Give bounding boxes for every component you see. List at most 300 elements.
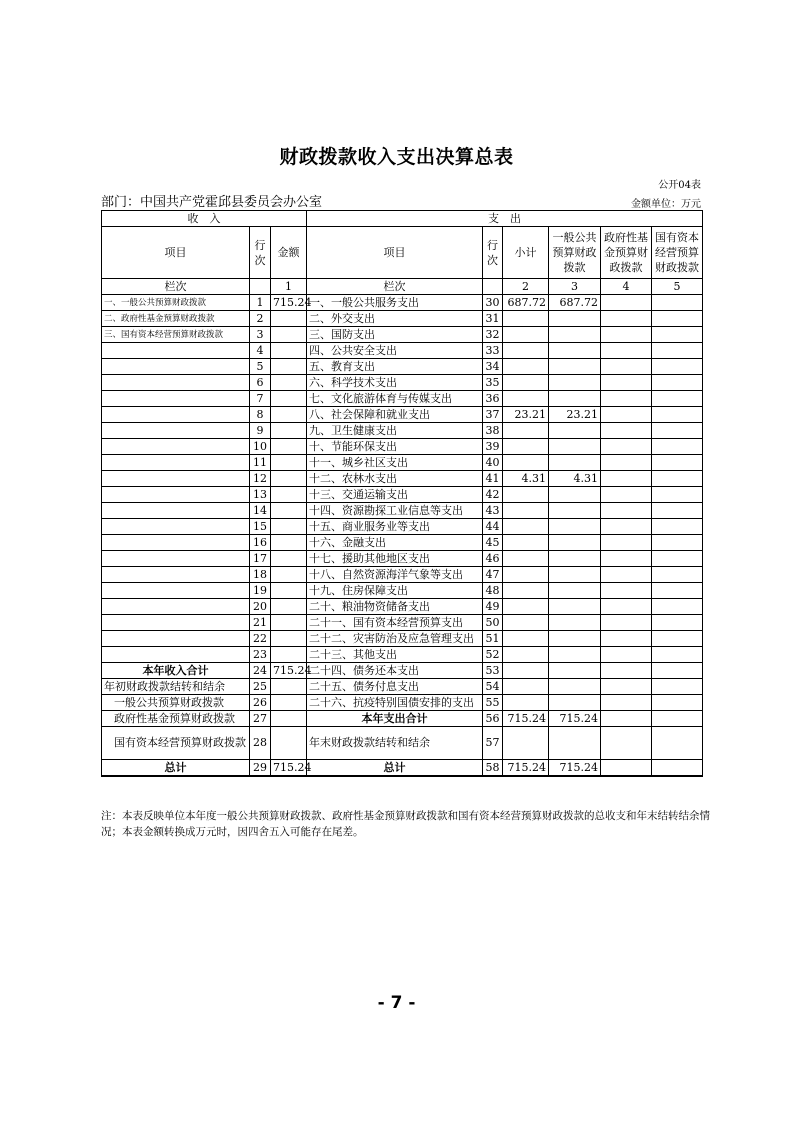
income-item bbox=[102, 455, 250, 471]
income-amount bbox=[271, 647, 307, 663]
expense-item: 十三、交通运输支出 bbox=[307, 487, 483, 503]
col-header-item-expense: 项目 bbox=[307, 227, 483, 279]
table-row bbox=[102, 375, 703, 391]
table-row bbox=[102, 359, 703, 375]
expense-row-no: 42 bbox=[483, 487, 503, 503]
expense-row-no: 54 bbox=[483, 679, 503, 695]
income-row-no: 15 bbox=[250, 519, 271, 535]
table-row bbox=[102, 551, 703, 567]
income-item: 二、政府性基金预算财政拨款 bbox=[102, 311, 250, 327]
col-number-1: 1 bbox=[271, 279, 307, 295]
expense-state-capital bbox=[652, 599, 703, 615]
income-item bbox=[102, 647, 250, 663]
expense-item: 十九、住房保障支出 bbox=[307, 583, 483, 599]
income-amount bbox=[271, 471, 307, 487]
expense-state-capital bbox=[652, 535, 703, 551]
department-label: 部门：中国共产党霍邱县委员会办公室 bbox=[101, 195, 323, 210]
income-item bbox=[102, 599, 250, 615]
income-item bbox=[102, 519, 250, 535]
table-row bbox=[102, 343, 703, 359]
expense-item: 二十五、债务付息支出 bbox=[307, 679, 483, 695]
expense-subtotal bbox=[503, 663, 549, 679]
expense-item: 七、文化旅游体育与传媒支出 bbox=[307, 391, 483, 407]
expense-item: 九、卫生健康支出 bbox=[307, 423, 483, 439]
expense-state-capital bbox=[652, 551, 703, 567]
col-header-fund-budget: 政府性基金预算财政拨款 bbox=[601, 227, 652, 279]
table-row bbox=[102, 535, 703, 551]
expense-state-capital bbox=[652, 391, 703, 407]
expense-item: 二十二、灾害防治及应急管理支出 bbox=[307, 631, 483, 647]
expense-fund-budget bbox=[601, 343, 652, 359]
income-row-no: 8 bbox=[250, 407, 271, 423]
income-amount bbox=[271, 503, 307, 519]
col-header-item: 项目 bbox=[102, 227, 250, 279]
expense-row-no: 52 bbox=[483, 647, 503, 663]
expense-row-no: 31 bbox=[483, 311, 503, 327]
table-row bbox=[102, 295, 703, 311]
expense-fund-budget bbox=[601, 311, 652, 327]
expense-fund-budget bbox=[601, 583, 652, 599]
table-footnote: 注：本表反映单位本年度一般公共预算财政拨款、政府性基金预算财政拨款和国有资本经营预算财政拨款的总收支和年末结转结余情况；本表金额转换成万元时，因四舍五入可能存在尾差。 bbox=[101, 810, 710, 838]
income-amount bbox=[271, 615, 307, 631]
income-row-no: 23 bbox=[250, 647, 271, 663]
expense-state-capital bbox=[652, 615, 703, 631]
expense-row-no: 51 bbox=[483, 631, 503, 647]
income-amount: 715.24 bbox=[271, 760, 307, 777]
expense-row-no: 56 bbox=[483, 711, 503, 727]
table-row bbox=[102, 727, 703, 760]
table-row bbox=[102, 471, 703, 487]
expense-subtotal bbox=[503, 439, 549, 455]
income-item bbox=[102, 407, 250, 423]
table-row bbox=[102, 663, 703, 679]
income-row-no: 25 bbox=[250, 679, 271, 695]
expense-subtotal bbox=[503, 631, 549, 647]
expense-state-capital bbox=[652, 295, 703, 311]
expense-fund-budget bbox=[601, 615, 652, 631]
expense-general-budget bbox=[549, 455, 601, 471]
expense-row-no: 36 bbox=[483, 391, 503, 407]
expense-item: 三、国防支出 bbox=[307, 327, 483, 343]
expense-general-budget bbox=[549, 679, 601, 695]
income-amount bbox=[271, 423, 307, 439]
expense-general-budget bbox=[549, 599, 601, 615]
income-row-no: 22 bbox=[250, 631, 271, 647]
form-number: 公开04表 bbox=[658, 180, 701, 191]
expense-item: 二十一、国有资本经营预算支出 bbox=[307, 615, 483, 631]
expense-general-budget bbox=[549, 359, 601, 375]
expense-fund-budget bbox=[601, 519, 652, 535]
income-amount bbox=[271, 487, 307, 503]
expense-item: 十、节能环保支出 bbox=[307, 439, 483, 455]
expense-subtotal bbox=[503, 487, 549, 503]
expense-general-budget bbox=[549, 567, 601, 583]
income-row-no: 18 bbox=[250, 567, 271, 583]
expense-subtotal bbox=[503, 519, 549, 535]
income-amount bbox=[271, 583, 307, 599]
expense-subtotal: 687.72 bbox=[503, 295, 549, 311]
table-row bbox=[102, 391, 703, 407]
expense-subtotal bbox=[503, 391, 549, 407]
income-row-no: 17 bbox=[250, 551, 271, 567]
expense-item: 十七、援助其他地区支出 bbox=[307, 551, 483, 567]
expense-section-header: 支 出 bbox=[307, 211, 703, 227]
col-number-5: 5 bbox=[652, 279, 703, 295]
expense-row-no: 43 bbox=[483, 503, 503, 519]
expense-subtotal bbox=[503, 423, 549, 439]
income-item: 总计 bbox=[102, 760, 250, 777]
table-row bbox=[102, 423, 703, 439]
expense-subtotal bbox=[503, 455, 549, 471]
income-amount bbox=[271, 727, 307, 760]
expense-fund-budget bbox=[601, 727, 652, 760]
col-number-label: 栏次 bbox=[102, 279, 250, 295]
expense-item: 十二、农林水支出 bbox=[307, 471, 483, 487]
expense-row-no: 37 bbox=[483, 407, 503, 423]
col-header-row-no-expense: 行次 bbox=[483, 227, 503, 279]
expense-state-capital bbox=[652, 567, 703, 583]
expense-row-no: 48 bbox=[483, 583, 503, 599]
expense-fund-budget bbox=[601, 679, 652, 695]
income-row-no: 29 bbox=[250, 760, 271, 777]
expense-fund-budget bbox=[601, 375, 652, 391]
income-row-no: 26 bbox=[250, 695, 271, 711]
expense-subtotal bbox=[503, 503, 549, 519]
expense-fund-budget bbox=[601, 295, 652, 311]
expense-item: 二十四、债务还本支出 bbox=[307, 663, 483, 679]
expense-fund-budget bbox=[601, 551, 652, 567]
income-amount bbox=[271, 391, 307, 407]
expense-row-no: 58 bbox=[483, 760, 503, 777]
income-amount bbox=[271, 551, 307, 567]
income-item bbox=[102, 583, 250, 599]
expense-state-capital bbox=[652, 471, 703, 487]
expense-item: 二十、粮油物资储备支出 bbox=[307, 599, 483, 615]
expense-state-capital bbox=[652, 407, 703, 423]
income-amount bbox=[271, 631, 307, 647]
expense-row-no: 50 bbox=[483, 615, 503, 631]
income-row-no: 21 bbox=[250, 615, 271, 631]
report-title: 财政拨款收入支出决算总表 bbox=[279, 146, 514, 168]
expense-state-capital bbox=[652, 760, 703, 777]
expense-state-capital bbox=[652, 583, 703, 599]
expense-subtotal: 715.24 bbox=[503, 711, 549, 727]
expense-fund-budget bbox=[601, 647, 652, 663]
expense-fund-budget bbox=[601, 391, 652, 407]
table-row bbox=[102, 615, 703, 631]
expense-general-budget bbox=[549, 583, 601, 599]
expense-state-capital bbox=[652, 647, 703, 663]
income-item bbox=[102, 535, 250, 551]
income-amount bbox=[271, 407, 307, 423]
expense-state-capital bbox=[652, 727, 703, 760]
income-row-no: 5 bbox=[250, 359, 271, 375]
income-row-no: 10 bbox=[250, 439, 271, 455]
expense-item: 六、科学技术支出 bbox=[307, 375, 483, 391]
expense-item: 本年支出合计 bbox=[307, 711, 483, 727]
expense-row-no: 46 bbox=[483, 551, 503, 567]
col-header-amount: 金额 bbox=[271, 227, 307, 279]
expense-fund-budget bbox=[601, 487, 652, 503]
expense-item: 五、教育支出 bbox=[307, 359, 483, 375]
expense-fund-budget bbox=[601, 455, 652, 471]
income-row-no: 20 bbox=[250, 599, 271, 615]
income-row-no: 27 bbox=[250, 711, 271, 727]
expense-fund-budget bbox=[601, 327, 652, 343]
expense-item: 十一、城乡社区支出 bbox=[307, 455, 483, 471]
expense-fund-budget bbox=[601, 663, 652, 679]
expense-row-no: 45 bbox=[483, 535, 503, 551]
expense-fund-budget bbox=[601, 407, 652, 423]
income-amount bbox=[271, 679, 307, 695]
expense-subtotal bbox=[503, 327, 549, 343]
expense-general-budget bbox=[549, 695, 601, 711]
expense-general-budget bbox=[549, 375, 601, 391]
income-item: 政府性基金预算财政拨款 bbox=[102, 711, 250, 727]
expense-state-capital bbox=[652, 519, 703, 535]
income-row-no: 19 bbox=[250, 583, 271, 599]
expense-row-no: 49 bbox=[483, 599, 503, 615]
col-number-blank-expense bbox=[483, 279, 503, 295]
expense-item: 总计 bbox=[307, 760, 483, 777]
table-row bbox=[102, 455, 703, 471]
expense-subtotal bbox=[503, 615, 549, 631]
expense-state-capital bbox=[652, 359, 703, 375]
expense-general-budget bbox=[549, 391, 601, 407]
expense-row-no: 32 bbox=[483, 327, 503, 343]
expense-general-budget bbox=[549, 551, 601, 567]
expense-fund-budget bbox=[601, 423, 652, 439]
income-section-header: 收 入 bbox=[102, 211, 307, 227]
income-item bbox=[102, 359, 250, 375]
expense-general-budget bbox=[549, 535, 601, 551]
expense-fund-budget bbox=[601, 695, 652, 711]
income-item bbox=[102, 375, 250, 391]
income-row-no: 7 bbox=[250, 391, 271, 407]
income-row-no: 11 bbox=[250, 455, 271, 471]
col-number-2: 2 bbox=[503, 279, 549, 295]
expense-state-capital bbox=[652, 631, 703, 647]
income-item bbox=[102, 423, 250, 439]
expense-subtotal bbox=[503, 343, 549, 359]
expense-state-capital bbox=[652, 455, 703, 471]
income-item: 本年收入合计 bbox=[102, 663, 250, 679]
expense-fund-budget bbox=[601, 567, 652, 583]
expense-item: 二十三、其他支出 bbox=[307, 647, 483, 663]
income-amount bbox=[271, 599, 307, 615]
expense-state-capital bbox=[652, 679, 703, 695]
income-amount bbox=[271, 311, 307, 327]
col-number-4: 4 bbox=[601, 279, 652, 295]
expense-item: 年末财政拨款结转和结余 bbox=[307, 727, 483, 760]
income-item bbox=[102, 567, 250, 583]
table-row bbox=[102, 311, 703, 327]
table-row bbox=[102, 599, 703, 615]
income-item: 国有资本经营预算财政拨款 bbox=[102, 727, 250, 760]
expense-fund-budget bbox=[601, 631, 652, 647]
expense-general-budget bbox=[549, 487, 601, 503]
income-amount bbox=[271, 327, 307, 343]
table-row bbox=[102, 760, 703, 777]
expense-state-capital bbox=[652, 711, 703, 727]
expense-row-no: 57 bbox=[483, 727, 503, 760]
income-amount: 715.24 bbox=[271, 663, 307, 679]
income-amount bbox=[271, 343, 307, 359]
income-item: 年初财政拨款结转和结余 bbox=[102, 679, 250, 695]
income-row-no: 16 bbox=[250, 535, 271, 551]
table-row bbox=[102, 439, 703, 455]
expense-general-budget bbox=[549, 519, 601, 535]
income-row-no: 1 bbox=[250, 295, 271, 311]
expense-row-no: 33 bbox=[483, 343, 503, 359]
income-item bbox=[102, 343, 250, 359]
income-item: 一、一般公共预算财政拨款 bbox=[102, 295, 250, 311]
expense-item: 十八、自然资源海洋气象等支出 bbox=[307, 567, 483, 583]
expense-item: 八、社会保障和就业支出 bbox=[307, 407, 483, 423]
income-row-no: 24 bbox=[250, 663, 271, 679]
income-amount bbox=[271, 695, 307, 711]
col-header-subtotal: 小计 bbox=[503, 227, 549, 279]
expense-general-budget bbox=[549, 631, 601, 647]
expense-general-budget: 687.72 bbox=[549, 295, 601, 311]
expense-general-budget: 715.24 bbox=[549, 711, 601, 727]
col-header-state-capital: 国有资本经营预算财政拨款 bbox=[652, 227, 703, 279]
expense-row-no: 39 bbox=[483, 439, 503, 455]
expense-state-capital bbox=[652, 343, 703, 359]
expense-subtotal bbox=[503, 375, 549, 391]
expense-item: 十五、商业服务业等支出 bbox=[307, 519, 483, 535]
income-item bbox=[102, 551, 250, 567]
expense-state-capital bbox=[652, 375, 703, 391]
income-row-no: 13 bbox=[250, 487, 271, 503]
income-row-no: 6 bbox=[250, 375, 271, 391]
income-item bbox=[102, 615, 250, 631]
table-row bbox=[102, 679, 703, 695]
expense-state-capital bbox=[652, 311, 703, 327]
income-amount bbox=[271, 359, 307, 375]
expense-subtotal bbox=[503, 647, 549, 663]
expense-subtotal bbox=[503, 679, 549, 695]
income-item bbox=[102, 487, 250, 503]
col-header-row-no: 行次 bbox=[250, 227, 271, 279]
expense-row-no: 30 bbox=[483, 295, 503, 311]
col-number-label-expense: 栏次 bbox=[307, 279, 483, 295]
expense-state-capital bbox=[652, 327, 703, 343]
expense-item: 一、一般公共服务支出 bbox=[307, 295, 483, 311]
table-row bbox=[102, 519, 703, 535]
expense-row-no: 47 bbox=[483, 567, 503, 583]
table-row bbox=[102, 327, 703, 343]
col-number-3: 3 bbox=[549, 279, 601, 295]
income-amount bbox=[271, 535, 307, 551]
expense-state-capital bbox=[652, 503, 703, 519]
expense-subtotal bbox=[503, 599, 549, 615]
expense-fund-budget bbox=[601, 535, 652, 551]
table-row bbox=[102, 503, 703, 519]
table-row bbox=[102, 631, 703, 647]
expense-fund-budget bbox=[601, 760, 652, 777]
expense-general-budget: 4.31 bbox=[549, 471, 601, 487]
expense-state-capital bbox=[652, 487, 703, 503]
expense-general-budget: 715.24 bbox=[549, 760, 601, 777]
income-amount bbox=[271, 567, 307, 583]
table-row bbox=[102, 583, 703, 599]
expense-item: 十四、资源勘探工业信息等支出 bbox=[307, 503, 483, 519]
income-item: 一般公共预算财政拨款 bbox=[102, 695, 250, 711]
expense-row-no: 40 bbox=[483, 455, 503, 471]
expense-row-no: 55 bbox=[483, 695, 503, 711]
expense-subtotal bbox=[503, 551, 549, 567]
income-amount bbox=[271, 519, 307, 535]
income-item bbox=[102, 471, 250, 487]
expense-subtotal bbox=[503, 359, 549, 375]
income-row-no: 4 bbox=[250, 343, 271, 359]
expense-subtotal bbox=[503, 727, 549, 760]
expense-fund-budget bbox=[601, 599, 652, 615]
income-row-no: 28 bbox=[250, 727, 271, 760]
income-item bbox=[102, 631, 250, 647]
expense-general-budget bbox=[549, 647, 601, 663]
expense-fund-budget bbox=[601, 439, 652, 455]
expense-subtotal: 23.21 bbox=[503, 407, 549, 423]
expense-row-no: 35 bbox=[483, 375, 503, 391]
income-amount bbox=[271, 455, 307, 471]
expense-row-no: 41 bbox=[483, 471, 503, 487]
expense-subtotal bbox=[503, 535, 549, 551]
expense-general-budget bbox=[549, 439, 601, 455]
col-header-general-budget: 一般公共预算财政拨款 bbox=[549, 227, 601, 279]
table-row bbox=[102, 647, 703, 663]
table-row bbox=[102, 567, 703, 583]
income-row-no: 12 bbox=[250, 471, 271, 487]
expense-row-no: 53 bbox=[483, 663, 503, 679]
income-item bbox=[102, 439, 250, 455]
expense-subtotal bbox=[503, 695, 549, 711]
expense-general-budget bbox=[549, 615, 601, 631]
table-row bbox=[102, 695, 703, 711]
expense-fund-budget bbox=[601, 711, 652, 727]
income-amount bbox=[271, 375, 307, 391]
expense-row-no: 44 bbox=[483, 519, 503, 535]
expense-item: 二、外交支出 bbox=[307, 311, 483, 327]
income-item bbox=[102, 503, 250, 519]
income-row-no: 9 bbox=[250, 423, 271, 439]
expense-state-capital bbox=[652, 663, 703, 679]
expense-general-budget bbox=[549, 503, 601, 519]
income-amount bbox=[271, 711, 307, 727]
expense-item: 二十六、抗疫特别国债安排的支出 bbox=[307, 695, 483, 711]
expense-state-capital bbox=[652, 423, 703, 439]
income-row-no: 3 bbox=[250, 327, 271, 343]
expense-state-capital bbox=[652, 695, 703, 711]
income-row-no: 14 bbox=[250, 503, 271, 519]
expense-fund-budget bbox=[601, 359, 652, 375]
table-row bbox=[102, 487, 703, 503]
expense-general-budget bbox=[549, 423, 601, 439]
income-amount: 715.24 bbox=[271, 295, 307, 311]
income-amount bbox=[271, 439, 307, 455]
expense-general-budget bbox=[549, 663, 601, 679]
amount-unit: 金额单位：万元 bbox=[631, 199, 701, 210]
fiscal-summary-table bbox=[101, 210, 703, 777]
expense-subtotal: 4.31 bbox=[503, 471, 549, 487]
income-item bbox=[102, 391, 250, 407]
income-item: 三、国有资本经营预算财政拨款 bbox=[102, 327, 250, 343]
income-row-no: 2 bbox=[250, 311, 271, 327]
expense-fund-budget bbox=[601, 503, 652, 519]
expense-row-no: 38 bbox=[483, 423, 503, 439]
expense-row-no: 34 bbox=[483, 359, 503, 375]
